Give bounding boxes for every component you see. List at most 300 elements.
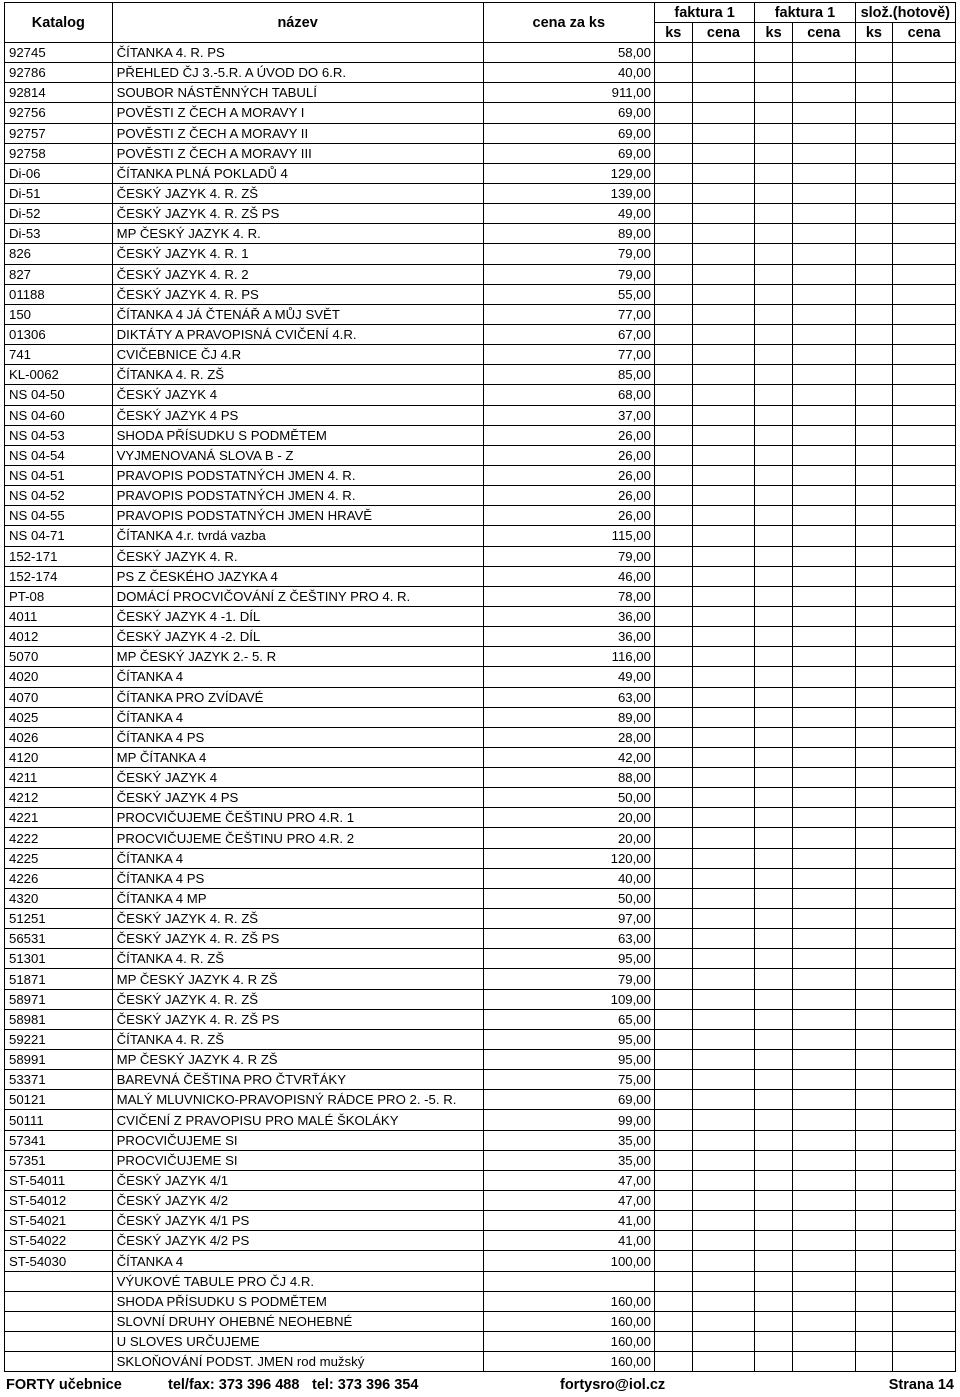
qty-input-cell bbox=[755, 63, 793, 83]
qty-input-cell bbox=[654, 405, 692, 425]
table-row bbox=[5, 163, 956, 183]
amount-input-cell bbox=[692, 768, 755, 788]
catalog-code-cell: 50121 bbox=[5, 1090, 113, 1110]
price-cell: 63,00 bbox=[483, 687, 654, 707]
amount-input-cell bbox=[893, 465, 956, 485]
amount-input-cell bbox=[692, 808, 755, 828]
catalog-code-cell: Di-06 bbox=[5, 163, 113, 183]
catalog-code-cell: 4320 bbox=[5, 888, 113, 908]
qty-input-cell bbox=[654, 969, 692, 989]
table-row bbox=[5, 687, 956, 707]
qty-input-cell bbox=[654, 324, 692, 344]
qty-input-cell bbox=[855, 224, 893, 244]
amount-input-cell bbox=[692, 1291, 755, 1311]
title-cell: ČÍTANKA 4. R. ZŠ bbox=[112, 365, 483, 385]
table-row bbox=[5, 1050, 956, 1070]
amount-input-cell bbox=[893, 63, 956, 83]
table-row bbox=[5, 808, 956, 828]
qty-input-cell bbox=[755, 687, 793, 707]
qty-input-cell bbox=[755, 888, 793, 908]
qty-input-cell bbox=[654, 828, 692, 848]
title-cell: ČESKÝ JAZYK 4. R. PS bbox=[112, 284, 483, 304]
title-cell: ČESKÝ JAZYK 4. R. ZŠ PS bbox=[112, 204, 483, 224]
footer-company: FORTY učebnice bbox=[6, 1377, 122, 1393]
qty-input-cell bbox=[855, 204, 893, 224]
table-row bbox=[5, 123, 956, 143]
amount-input-cell bbox=[792, 1050, 855, 1070]
price-cell: 47,00 bbox=[483, 1170, 654, 1190]
amount-input-cell bbox=[893, 204, 956, 224]
amount-input-cell bbox=[692, 63, 755, 83]
price-cell: 50,00 bbox=[483, 888, 654, 908]
qty-input-cell bbox=[654, 486, 692, 506]
amount-input-cell bbox=[792, 526, 855, 546]
catalog-code-cell: PT-08 bbox=[5, 586, 113, 606]
qty-input-cell bbox=[654, 808, 692, 828]
amount-input-cell bbox=[692, 627, 755, 647]
table-row bbox=[5, 324, 956, 344]
title-cell: SHODA PŘÍSUDKU S PODMĚTEM bbox=[112, 425, 483, 445]
catalog-code-cell: 92758 bbox=[5, 143, 113, 163]
amount-input-cell bbox=[893, 163, 956, 183]
qty-input-cell bbox=[855, 1110, 893, 1130]
amount-input-cell bbox=[893, 83, 956, 103]
amount-input-cell bbox=[692, 1170, 755, 1190]
price-cell: 160,00 bbox=[483, 1332, 654, 1352]
amount-input-cell bbox=[792, 647, 855, 667]
amount-input-cell bbox=[792, 506, 855, 526]
table-row bbox=[5, 304, 956, 324]
table-row bbox=[5, 204, 956, 224]
price-cell: 26,00 bbox=[483, 486, 654, 506]
amount-input-cell bbox=[692, 868, 755, 888]
price-cell: 37,00 bbox=[483, 405, 654, 425]
qty-input-cell bbox=[654, 868, 692, 888]
amount-input-cell bbox=[692, 546, 755, 566]
qty-input-cell bbox=[654, 103, 692, 123]
catalog-code-cell: 01306 bbox=[5, 324, 113, 344]
amount-input-cell bbox=[692, 647, 755, 667]
amount-input-cell bbox=[893, 506, 956, 526]
qty-input-cell bbox=[755, 788, 793, 808]
qty-input-cell bbox=[755, 143, 793, 163]
amount-input-cell bbox=[893, 526, 956, 546]
qty-input-cell bbox=[755, 1251, 793, 1271]
qty-input-cell bbox=[755, 1090, 793, 1110]
catalog-code-cell: 50111 bbox=[5, 1110, 113, 1130]
catalog-code-cell: NS 04-53 bbox=[5, 425, 113, 445]
amount-input-cell bbox=[692, 1332, 755, 1352]
header-sloz-hotove: slož.(hotově) bbox=[855, 3, 955, 23]
amount-input-cell bbox=[692, 1352, 755, 1372]
catalog-code-cell bbox=[5, 1332, 113, 1352]
amount-input-cell bbox=[692, 43, 755, 63]
qty-input-cell bbox=[755, 163, 793, 183]
qty-input-cell bbox=[755, 808, 793, 828]
amount-input-cell bbox=[792, 687, 855, 707]
amount-input-cell bbox=[893, 1191, 956, 1211]
qty-input-cell bbox=[654, 465, 692, 485]
table-row bbox=[5, 445, 956, 465]
amount-input-cell bbox=[792, 1130, 855, 1150]
amount-input-cell bbox=[692, 324, 755, 344]
amount-input-cell bbox=[792, 284, 855, 304]
qty-input-cell bbox=[654, 707, 692, 727]
qty-input-cell bbox=[855, 304, 893, 324]
table-row bbox=[5, 1170, 956, 1190]
amount-input-cell bbox=[692, 727, 755, 747]
footer-telfax: tel/fax: 373 396 488 bbox=[168, 1377, 300, 1393]
catalog-code-cell: 92814 bbox=[5, 83, 113, 103]
price-cell: 95,00 bbox=[483, 949, 654, 969]
table-row bbox=[5, 1150, 956, 1170]
amount-input-cell bbox=[792, 1231, 855, 1251]
amount-input-cell bbox=[893, 183, 956, 203]
title-cell: ČÍTANKA 4 bbox=[112, 707, 483, 727]
qty-input-cell bbox=[654, 727, 692, 747]
amount-input-cell bbox=[893, 284, 956, 304]
amount-input-cell bbox=[792, 264, 855, 284]
header-cena: cena za ks bbox=[483, 3, 654, 43]
price-cell: 26,00 bbox=[483, 425, 654, 445]
title-cell: SKLOŇOVÁNÍ PODST. JMEN rod mužský bbox=[112, 1352, 483, 1372]
amount-input-cell bbox=[893, 868, 956, 888]
qty-input-cell bbox=[755, 304, 793, 324]
qty-input-cell bbox=[755, 284, 793, 304]
amount-input-cell bbox=[792, 63, 855, 83]
amount-input-cell bbox=[893, 385, 956, 405]
price-cell: 79,00 bbox=[483, 244, 654, 264]
amount-input-cell bbox=[692, 123, 755, 143]
amount-input-cell bbox=[792, 929, 855, 949]
catalog-code-cell bbox=[5, 1352, 113, 1372]
qty-input-cell bbox=[855, 385, 893, 405]
title-cell: ČÍTANKA 4 JÁ ČTENÁŘ A MŮJ SVĚT bbox=[112, 304, 483, 324]
title-cell: MP ČESKÝ JAZYK 4. R ZŠ bbox=[112, 1050, 483, 1070]
catalog-code-cell: 5070 bbox=[5, 647, 113, 667]
amount-input-cell bbox=[893, 788, 956, 808]
amount-input-cell bbox=[893, 103, 956, 123]
qty-input-cell bbox=[654, 123, 692, 143]
amount-input-cell bbox=[692, 687, 755, 707]
amount-input-cell bbox=[692, 284, 755, 304]
title-cell: POVĚSTI Z ČECH A MORAVY I bbox=[112, 103, 483, 123]
qty-input-cell bbox=[755, 183, 793, 203]
catalog-code-cell: 56531 bbox=[5, 929, 113, 949]
title-cell: ČESKÝ JAZYK 4 PS bbox=[112, 405, 483, 425]
price-cell: 35,00 bbox=[483, 1130, 654, 1150]
qty-input-cell bbox=[755, 123, 793, 143]
price-cell: 160,00 bbox=[483, 1352, 654, 1372]
title-cell: PRAVOPIS PODSTATNÝCH JMEN 4. R. bbox=[112, 465, 483, 485]
table-row bbox=[5, 284, 956, 304]
catalog-code-cell: 59221 bbox=[5, 1029, 113, 1049]
table-row bbox=[5, 425, 956, 445]
amount-input-cell bbox=[792, 848, 855, 868]
qty-input-cell bbox=[654, 1150, 692, 1170]
qty-input-cell bbox=[654, 63, 692, 83]
qty-input-cell bbox=[755, 1110, 793, 1130]
catalog-code-cell: NS 04-55 bbox=[5, 506, 113, 526]
amount-input-cell bbox=[792, 1251, 855, 1271]
amount-input-cell bbox=[692, 848, 755, 868]
catalog-code-cell: 826 bbox=[5, 244, 113, 264]
qty-input-cell bbox=[654, 848, 692, 868]
amount-input-cell bbox=[792, 1332, 855, 1352]
amount-input-cell bbox=[893, 425, 956, 445]
qty-input-cell bbox=[755, 768, 793, 788]
amount-input-cell bbox=[893, 123, 956, 143]
qty-input-cell bbox=[855, 949, 893, 969]
table-row bbox=[5, 566, 956, 586]
catalog-code-cell: 4120 bbox=[5, 747, 113, 767]
qty-input-cell bbox=[855, 103, 893, 123]
qty-input-cell bbox=[855, 586, 893, 606]
title-cell: MP ČESKÝ JAZYK 2.- 5. R bbox=[112, 647, 483, 667]
qty-input-cell bbox=[755, 43, 793, 63]
amount-input-cell bbox=[893, 1251, 956, 1271]
price-cell: 95,00 bbox=[483, 1050, 654, 1070]
price-cell: 26,00 bbox=[483, 506, 654, 526]
qty-input-cell bbox=[654, 425, 692, 445]
qty-input-cell bbox=[755, 445, 793, 465]
qty-input-cell bbox=[855, 627, 893, 647]
amount-input-cell bbox=[792, 707, 855, 727]
amount-input-cell bbox=[692, 83, 755, 103]
amount-input-cell bbox=[792, 1170, 855, 1190]
qty-input-cell bbox=[855, 566, 893, 586]
qty-input-cell bbox=[855, 747, 893, 767]
qty-input-cell bbox=[654, 1211, 692, 1231]
amount-input-cell bbox=[893, 244, 956, 264]
qty-input-cell bbox=[654, 345, 692, 365]
qty-input-cell bbox=[855, 848, 893, 868]
header-ks-3: ks bbox=[855, 23, 893, 43]
qty-input-cell bbox=[755, 627, 793, 647]
amount-input-cell bbox=[692, 445, 755, 465]
catalog-code-cell: 4212 bbox=[5, 788, 113, 808]
title-cell: DOMÁCÍ PROCVIČOVÁNÍ Z ČEŠTINY PRO 4. R. bbox=[112, 586, 483, 606]
qty-input-cell bbox=[654, 1291, 692, 1311]
price-cell: 20,00 bbox=[483, 808, 654, 828]
title-cell: ČESKÝ JAZYK 4. R. bbox=[112, 546, 483, 566]
amount-input-cell bbox=[893, 143, 956, 163]
table-row bbox=[5, 1251, 956, 1271]
price-cell: 160,00 bbox=[483, 1291, 654, 1311]
header-cena-1: cena bbox=[692, 23, 755, 43]
catalog-code-cell: 58971 bbox=[5, 989, 113, 1009]
title-cell: ČESKÝ JAZYK 4. R. 2 bbox=[112, 264, 483, 284]
qty-input-cell bbox=[855, 1070, 893, 1090]
table-row bbox=[5, 1332, 956, 1352]
qty-input-cell bbox=[855, 687, 893, 707]
price-cell: 109,00 bbox=[483, 989, 654, 1009]
footer-email: fortysro@iol.cz bbox=[560, 1377, 666, 1393]
price-cell: 40,00 bbox=[483, 63, 654, 83]
title-cell: ČESKÝ JAZYK 4 PS bbox=[112, 788, 483, 808]
qty-input-cell bbox=[654, 506, 692, 526]
catalog-code-cell: KL-0062 bbox=[5, 365, 113, 385]
catalog-code-cell: 152-171 bbox=[5, 546, 113, 566]
price-cell: 26,00 bbox=[483, 465, 654, 485]
catalog-table bbox=[4, 2, 956, 1372]
amount-input-cell bbox=[792, 788, 855, 808]
title-cell: SHODA PŘÍSUDKU S PODMĚTEM bbox=[112, 1291, 483, 1311]
price-cell: 115,00 bbox=[483, 526, 654, 546]
header-faktura-2: faktura 1 bbox=[755, 3, 855, 23]
catalog-code-cell: 53371 bbox=[5, 1070, 113, 1090]
catalog-sheet bbox=[4, 2, 956, 1372]
qty-input-cell bbox=[755, 324, 793, 344]
table-row bbox=[5, 909, 956, 929]
amount-input-cell bbox=[792, 365, 855, 385]
qty-input-cell bbox=[855, 788, 893, 808]
header-cena-2: cena bbox=[792, 23, 855, 43]
amount-input-cell bbox=[792, 1070, 855, 1090]
amount-input-cell bbox=[792, 667, 855, 687]
qty-input-cell bbox=[654, 687, 692, 707]
price-cell: 78,00 bbox=[483, 586, 654, 606]
table-row bbox=[5, 43, 956, 63]
amount-input-cell bbox=[692, 264, 755, 284]
qty-input-cell bbox=[855, 909, 893, 929]
qty-input-cell bbox=[755, 707, 793, 727]
catalog-code-cell: ST-54012 bbox=[5, 1191, 113, 1211]
amount-input-cell bbox=[893, 627, 956, 647]
qty-input-cell bbox=[755, 1070, 793, 1090]
table-row bbox=[5, 747, 956, 767]
amount-input-cell bbox=[692, 606, 755, 626]
amount-input-cell bbox=[893, 264, 956, 284]
amount-input-cell bbox=[692, 1231, 755, 1251]
qty-input-cell bbox=[855, 1271, 893, 1291]
title-cell: ČESKÝ JAZYK 4. R. ZŠ bbox=[112, 183, 483, 203]
price-cell: 50,00 bbox=[483, 788, 654, 808]
qty-input-cell bbox=[654, 1070, 692, 1090]
qty-input-cell bbox=[654, 627, 692, 647]
table-row bbox=[5, 1070, 956, 1090]
amount-input-cell bbox=[692, 526, 755, 546]
catalog-code-cell: Di-51 bbox=[5, 183, 113, 203]
price-cell: 20,00 bbox=[483, 828, 654, 848]
amount-input-cell bbox=[893, 848, 956, 868]
qty-input-cell bbox=[654, 385, 692, 405]
qty-input-cell bbox=[755, 526, 793, 546]
catalog-code-cell: 150 bbox=[5, 304, 113, 324]
amount-input-cell bbox=[692, 1009, 755, 1029]
amount-input-cell bbox=[893, 1110, 956, 1130]
catalog-code-cell: ST-54021 bbox=[5, 1211, 113, 1231]
qty-input-cell bbox=[855, 606, 893, 626]
price-cell: 69,00 bbox=[483, 123, 654, 143]
catalog-code-cell: 4225 bbox=[5, 848, 113, 868]
amount-input-cell bbox=[792, 768, 855, 788]
amount-input-cell bbox=[692, 667, 755, 687]
catalog-code-cell: 4221 bbox=[5, 808, 113, 828]
qty-input-cell bbox=[855, 425, 893, 445]
qty-input-cell bbox=[755, 1191, 793, 1211]
title-cell: ČESKÝ JAZYK 4 bbox=[112, 768, 483, 788]
table-row bbox=[5, 1130, 956, 1150]
qty-input-cell bbox=[855, 828, 893, 848]
amount-input-cell bbox=[692, 1130, 755, 1150]
amount-input-cell bbox=[692, 405, 755, 425]
title-cell: PROCVIČUJEME SI bbox=[112, 1150, 483, 1170]
qty-input-cell bbox=[654, 788, 692, 808]
price-cell: 85,00 bbox=[483, 365, 654, 385]
qty-input-cell bbox=[855, 1191, 893, 1211]
amount-input-cell bbox=[692, 747, 755, 767]
amount-input-cell bbox=[893, 1130, 956, 1150]
qty-input-cell bbox=[855, 1311, 893, 1331]
qty-input-cell bbox=[755, 586, 793, 606]
price-cell: 79,00 bbox=[483, 264, 654, 284]
title-cell: MP ČÍTANKA 4 bbox=[112, 747, 483, 767]
title-cell: ČÍTANKA 4 PS bbox=[112, 868, 483, 888]
table-row bbox=[5, 365, 956, 385]
qty-input-cell bbox=[654, 606, 692, 626]
qty-input-cell bbox=[654, 1090, 692, 1110]
catalog-code-cell: Di-53 bbox=[5, 224, 113, 244]
qty-input-cell bbox=[855, 324, 893, 344]
qty-input-cell bbox=[755, 103, 793, 123]
qty-input-cell bbox=[654, 1009, 692, 1029]
title-cell: ČESKÝ JAZYK 4/1 PS bbox=[112, 1211, 483, 1231]
title-cell: ČÍTANKA 4 PS bbox=[112, 727, 483, 747]
amount-input-cell bbox=[792, 83, 855, 103]
qty-input-cell bbox=[855, 526, 893, 546]
amount-input-cell bbox=[792, 103, 855, 123]
price-cell: 68,00 bbox=[483, 385, 654, 405]
amount-input-cell bbox=[692, 1271, 755, 1291]
amount-input-cell bbox=[792, 1211, 855, 1231]
catalog-code-cell: ST-54022 bbox=[5, 1231, 113, 1251]
qty-input-cell bbox=[654, 1352, 692, 1372]
qty-input-cell bbox=[855, 163, 893, 183]
table-row bbox=[5, 385, 956, 405]
catalog-code-cell: 57351 bbox=[5, 1150, 113, 1170]
qty-input-cell bbox=[855, 445, 893, 465]
amount-input-cell bbox=[692, 1090, 755, 1110]
qty-input-cell bbox=[654, 1050, 692, 1070]
title-cell: ČÍTANKA 4. R. ZŠ bbox=[112, 1029, 483, 1049]
amount-input-cell bbox=[893, 687, 956, 707]
qty-input-cell bbox=[654, 768, 692, 788]
qty-input-cell bbox=[654, 1170, 692, 1190]
price-cell: 97,00 bbox=[483, 909, 654, 929]
qty-input-cell bbox=[855, 1009, 893, 1029]
table-row bbox=[5, 486, 956, 506]
amount-input-cell bbox=[893, 909, 956, 929]
amount-input-cell bbox=[792, 183, 855, 203]
catalog-code-cell: 58981 bbox=[5, 1009, 113, 1029]
amount-input-cell bbox=[792, 627, 855, 647]
qty-input-cell bbox=[755, 405, 793, 425]
qty-input-cell bbox=[855, 888, 893, 908]
catalog-code-cell: 92786 bbox=[5, 63, 113, 83]
table-row bbox=[5, 345, 956, 365]
footer-page-number: Strana 14 bbox=[888, 1377, 954, 1393]
qty-input-cell bbox=[855, 1231, 893, 1251]
price-cell: 89,00 bbox=[483, 707, 654, 727]
amount-input-cell bbox=[893, 1070, 956, 1090]
catalog-code-cell: NS 04-71 bbox=[5, 526, 113, 546]
qty-input-cell bbox=[855, 183, 893, 203]
price-cell: 95,00 bbox=[483, 1029, 654, 1049]
catalog-code-cell: 01188 bbox=[5, 284, 113, 304]
catalog-code-cell: 4070 bbox=[5, 687, 113, 707]
amount-input-cell bbox=[893, 405, 956, 425]
